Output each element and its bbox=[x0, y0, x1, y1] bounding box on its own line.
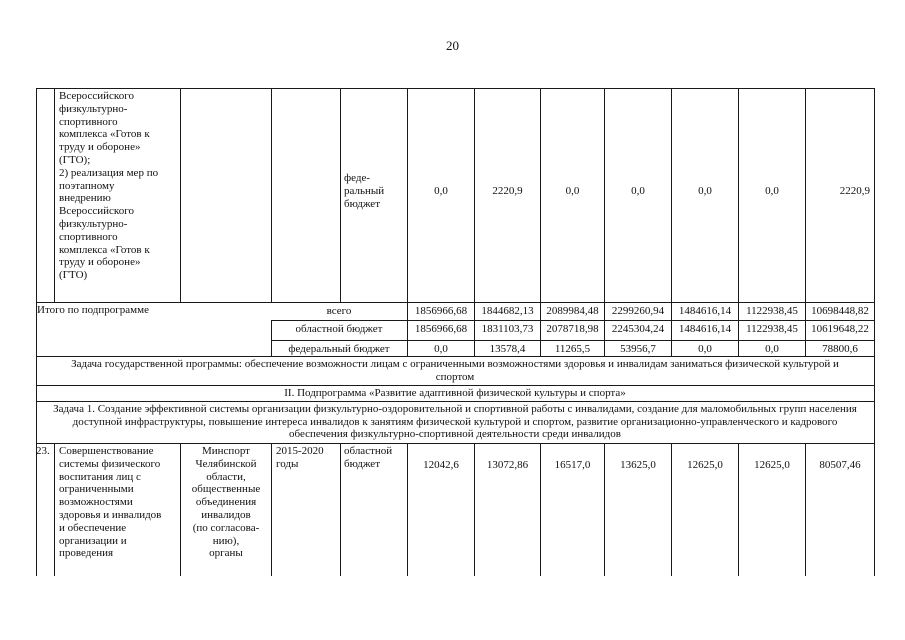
row-23-executor: Минспорт Челябинской области, общественные объединения инвалидов (по согласова- нию), органы bbox=[191, 445, 261, 560]
gto-value-2016: 2220,9 bbox=[492, 185, 523, 197]
row-23-value-2020: 12625,0 bbox=[754, 459, 790, 471]
gto-value-2018: 0,0 bbox=[631, 185, 645, 197]
total-regional-sum: 10619648,22 bbox=[811, 323, 869, 335]
row-23-value-2015: 12042,6 bbox=[423, 459, 459, 471]
total-all-2015: 1856966,68 bbox=[414, 305, 468, 317]
total-regional-2016: 1831103,73 bbox=[481, 323, 534, 335]
total-all-2018: 2299260,94 bbox=[611, 305, 665, 317]
total-all-source: всего bbox=[326, 305, 352, 317]
total-federal-source: федеральный бюджет bbox=[288, 343, 390, 355]
state-program-task: Задача государственной программы: обеспечение возможности лицам с ограниченными возможностями здоровья и инвалидам заниматься физической культурой и спортом bbox=[71, 358, 839, 383]
row-23-period: 2015-2020 годы bbox=[276, 445, 324, 470]
gto-value-total: 2220,9 bbox=[839, 185, 870, 197]
total-all-2017: 2089984,48 bbox=[546, 305, 599, 317]
row-number: 23. bbox=[36, 445, 50, 457]
total-regional-2018: 2245304,24 bbox=[611, 323, 665, 335]
total-regional-2017: 2078718,98 bbox=[546, 323, 599, 335]
row-23-source: областной бюджет bbox=[344, 445, 393, 470]
total-label: Итого по подпрограмме bbox=[37, 304, 149, 316]
total-all-sum: 10698448,82 bbox=[811, 305, 869, 317]
total-all-2016: 1844682,13 bbox=[481, 305, 534, 317]
subprogram-title: II. Подпрограмма «Развитие адаптивной физической культуры и спорта» bbox=[284, 387, 626, 399]
page-number: 20 bbox=[446, 38, 459, 53]
total-regional-2015: 1856966,68 bbox=[414, 323, 468, 335]
task-1-text: Задача 1. Создание эффективной системы организации физкультурно-оздоровительной и спортивной работы с инвалидами, создание для маломобильных групп населения доступной инфраструктуры, повышение интереса инвалидов к занятиям физической культурой и спортом, развитие организационно-управленческого и кадрового обеспечения физкультурно-спортивной деятельности среди инвалидов bbox=[53, 403, 857, 440]
row-23-value-2019: 12625,0 bbox=[687, 459, 723, 471]
row-23-event: Совершенствование системы физического воспитания лиц с ограниченными возможностями здоровья и инвалидов и обеспечение организации и проведения bbox=[59, 445, 162, 560]
gto-value-2017: 0,0 bbox=[565, 185, 580, 197]
gto-event-text: Всероссийского физкультурно- спортивного комплекса «Готов к труду и обороне» (ГТО); 2) реализация мер по поэтапному внедрению Всероссийского физкультурно- спортивного комплекса «Готов к труду и обороне» (ГТО) bbox=[59, 90, 159, 282]
row-23-value-total: 80507,46 bbox=[819, 459, 861, 471]
total-all-2019: 1484616,14 bbox=[678, 305, 732, 317]
total-all-2020: 1122938,45 bbox=[746, 305, 798, 317]
row-23-value-2018: 13625,0 bbox=[620, 459, 656, 471]
total-federal-sum: 78800,6 bbox=[822, 343, 858, 355]
total-regional-2019: 1484616,14 bbox=[678, 323, 732, 335]
row-23-value-2016: 13072,86 bbox=[486, 459, 529, 471]
total-federal-2018: 53956,7 bbox=[620, 343, 656, 355]
total-federal-2020: 0,0 bbox=[765, 343, 779, 355]
total-federal-2017: 11265,5 bbox=[554, 343, 591, 355]
gto-value-2015: 0,0 bbox=[434, 185, 448, 197]
total-federal-2019: 0,0 bbox=[698, 343, 712, 355]
row-23-value-2017: 16517,0 bbox=[554, 459, 591, 471]
total-regional-2020: 1122938,45 bbox=[746, 323, 798, 335]
total-federal-2015: 0,0 bbox=[434, 343, 448, 355]
total-federal-2016: 13578,4 bbox=[489, 343, 526, 355]
total-regional-source: областной бюджет bbox=[295, 323, 383, 335]
gto-value-2019: 0,0 bbox=[698, 185, 712, 197]
gto-source: феде- ральный бюджет bbox=[344, 172, 385, 210]
gto-value-2020: 0,0 bbox=[765, 185, 779, 197]
